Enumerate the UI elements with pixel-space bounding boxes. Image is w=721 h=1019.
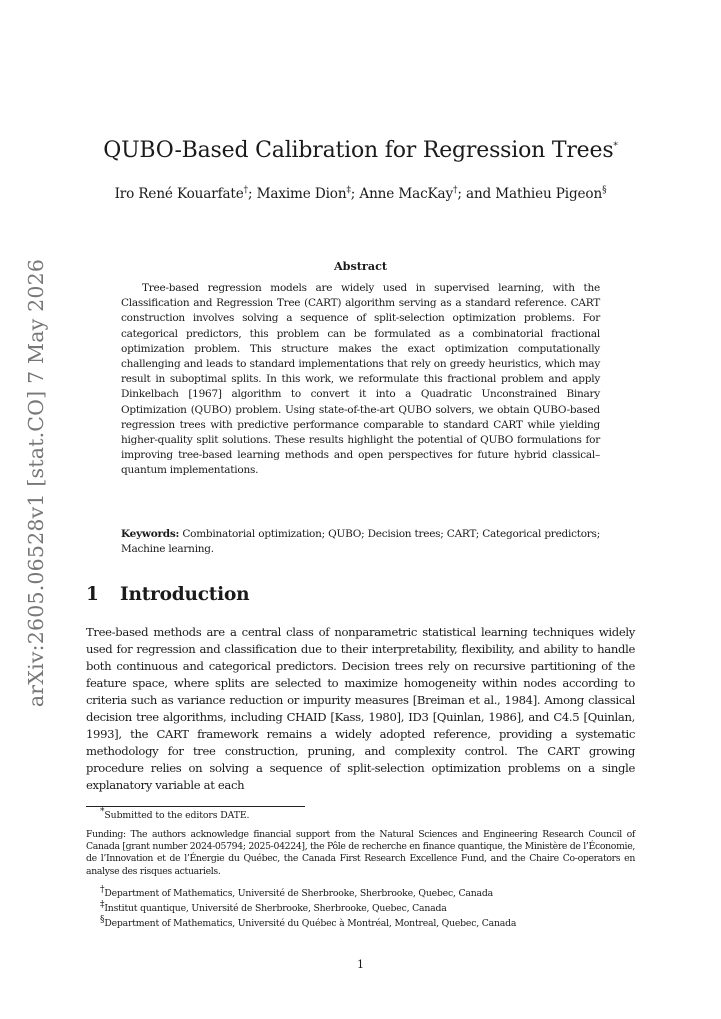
footnote-submitted-text: Submitted to the editors DATE.	[104, 810, 250, 821]
author-affiliation-mark: §	[602, 185, 607, 196]
author-separator: ;	[350, 186, 360, 202]
author-affiliation-mark: †	[243, 185, 248, 196]
footnote-submitted	[100, 806, 620, 822]
footnote-affiliation	[100, 899, 635, 915]
author-name: Mathieu Pigeon	[495, 186, 603, 202]
footnote-funding: Funding: The authors acknowledge financial support from the Natural Sciences and Engineering Research Council of Canada [grant number 2024-05794; 2025-04224], the Pôle de recherche en finance quantique, the Ministère de l’Économie, de l’Innovation et de l’Énergie du Québec, the Canada First Research Excellence Fund, and the Chaire Co-operators en analyse des risques actuariels.	[86, 829, 635, 877]
abstract-heading: Abstract	[333, 259, 388, 273]
keywords-text: Combinatorial optimization; QUBO; Decision trees; CART; Categorical predictors; Machine learning.	[121, 528, 600, 556]
footnote-affiliation-text: Institut quantique, Université de Sherbrooke, Sherbrooke, Quebec, Canada	[104, 903, 447, 914]
author-name: Iro René Kouarfate	[114, 186, 244, 202]
footnote-mark: †	[100, 884, 105, 895]
footnote-affiliation-text: Department of Mathematics, Université de Sherbrooke, Sherbrooke, Quebec, Canada	[104, 888, 493, 899]
abstract-body: Tree-based regression models are widely used in supervised learning, with the Classification and Regression Tree (CART) algorithm serving as a standard reference. CART construction involves solving a sequence of split-selection optimization problems. For categorical predictors, this problem can be formulated as a combinatorial fractional optimization problem. This structure makes the exact optimization computationally challenging and leads to standard implementations that rely on greedy heuristics, which may result in suboptimal splits. In this work, we reformulate this fractional problem and apply Dinkelbach [1967] algorithm to convert it into a Quadratic Unconstrained Binary Optimization (QUBO) problem. Using state-of-the-art QUBO solvers, we obtain QUBO-based regression trees with predictive performance comparable to standard CART while yielding higher-quality split solutions. These results highlight the potential of QUBO formulations for improving tree-based learning methods and open perspectives for future hybrid classical–quantum implementations.	[121, 282, 600, 477]
paper-title	[0, 138, 721, 163]
footnote-mark: ‡	[100, 899, 105, 910]
author-affiliation-mark: ‡	[346, 185, 351, 196]
keywords	[121, 527, 600, 557]
keywords-label: Keywords:	[121, 528, 180, 540]
introduction-paragraph: Tree-based methods are a central class of nonparametric statistical learning techniques widely used for regression and classification due to their interpretability, flexibility, and ability to handle both continuous and categorical predictors. Decision trees rely on recursive partitioning of the feature space, where splits are selected to maximize homogeneity within nodes according to criteria such as variance reduction or impurity measures [Breiman et al., 1984]. Among classical decision tree algorithms, including CHAID [Kass, 1980], ID3 [Quinlan, 1986], and C4.5 [Quinlan, 1993], the CART framework remains a widely adopted reference, providing a systematic methodology for tree construction, pruning, and complexity control. The CART growing procedure relies on solving a sequence of split-selection optimization problems on a single explanatory variable at each	[86, 625, 635, 793]
arxiv-sidebar-identifier	[22, 258, 50, 707]
section-heading	[86, 584, 646, 605]
section-title: Introduction	[120, 584, 250, 605]
footnote-mark: *	[100, 806, 105, 817]
section-number: 1	[86, 584, 99, 605]
page-number: 1	[357, 958, 364, 971]
author-separator: ;	[247, 186, 257, 202]
arxiv-identifier-text: arXiv:2605.06528v1 [stat.CO] 7 May 2026	[24, 258, 48, 707]
footnote-divider	[86, 806, 305, 807]
author-separator: ; and	[457, 186, 496, 202]
author-affiliation-mark: †	[453, 185, 458, 196]
author-name: Maxime Dion	[256, 186, 347, 202]
footnote-mark: §	[100, 914, 105, 925]
paper-title-text: QUBO-Based Calibration for Regression Trees	[103, 138, 614, 163]
title-footnote-mark: *	[613, 141, 618, 152]
footnote-affiliation-text: Department of Mathematics, Université du Québec à Montréal, Montreal, Quebec, Canada	[104, 918, 517, 929]
author-name: Anne MacKay	[359, 186, 454, 202]
author-list	[0, 186, 721, 202]
footnote-affiliation	[100, 914, 635, 930]
footnote-affiliation	[100, 884, 635, 900]
